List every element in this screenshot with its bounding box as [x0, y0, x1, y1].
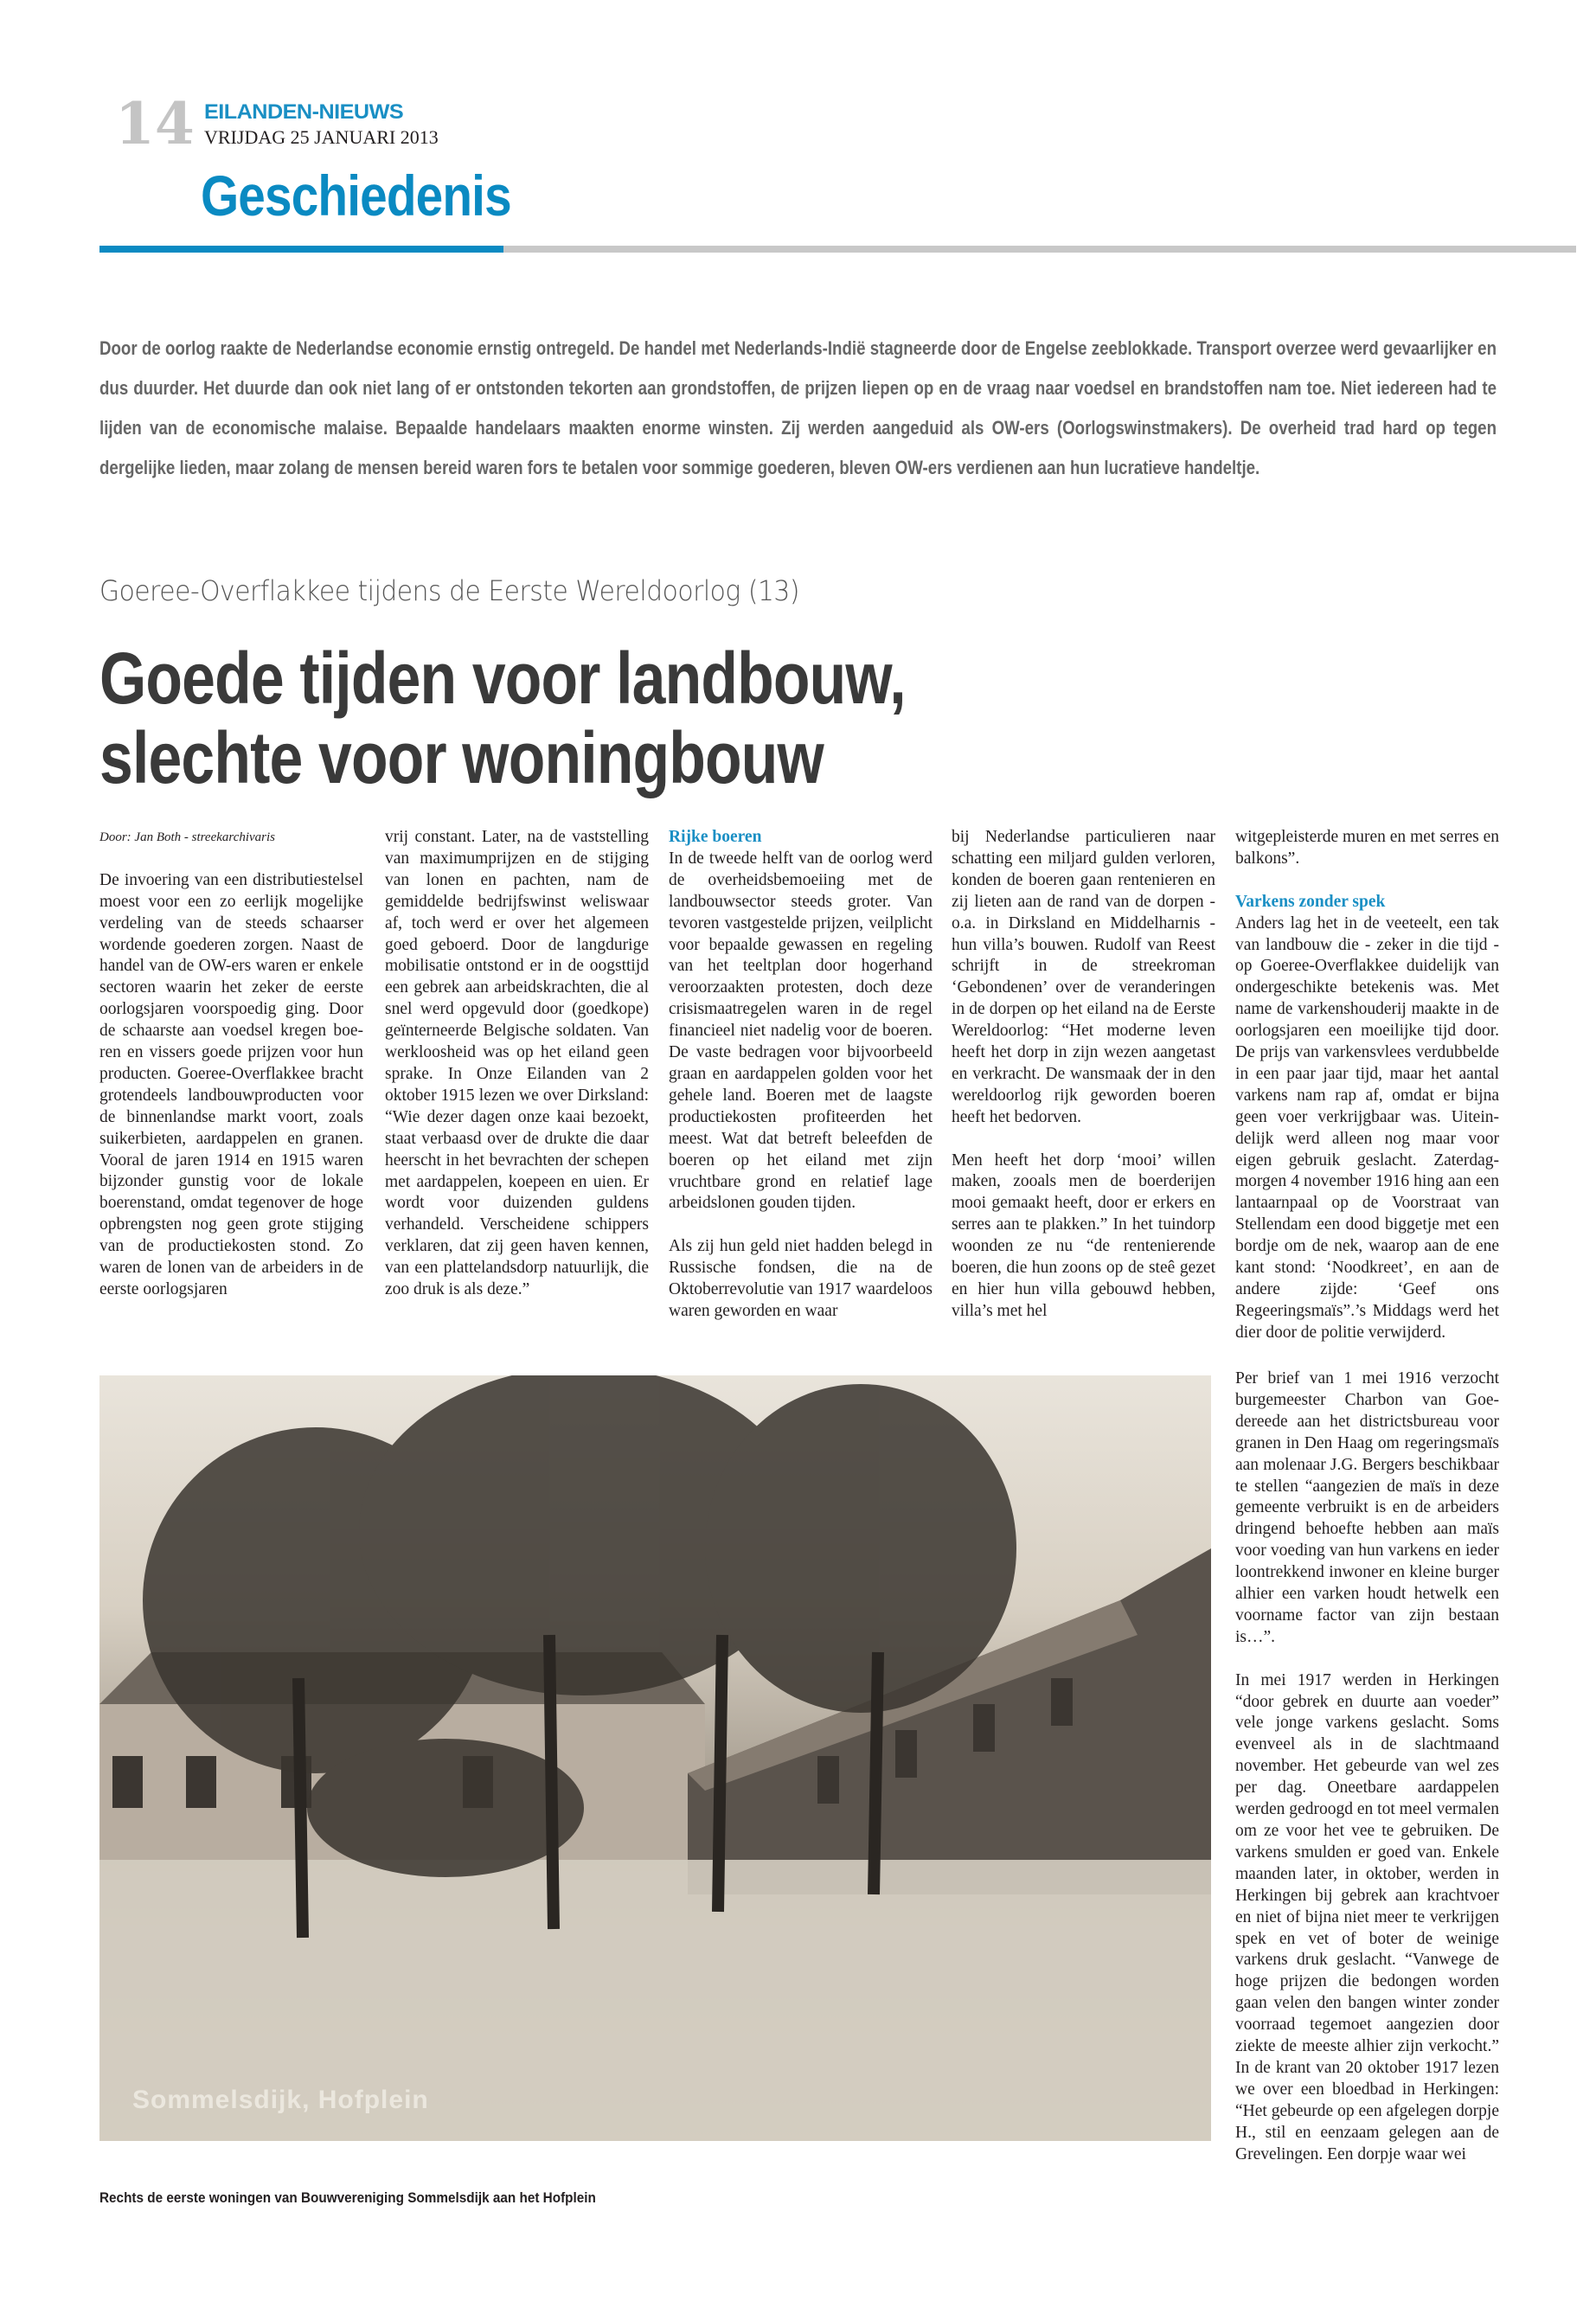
paragraph: De invoering van een distributiestelsel moest voor een zo eerlijk mogelijke verdeling van de steeds schaarser wordende goederen zorgen. Naast de handel van de OW-ers waren er enkele sectoren waarin het zeker de eerste oorlogsjaren voorspoedig ging. Door de schaarste aan voedsel kregen boeren en vissers goede prijzen voor hun producten. Goeree-Overflakkee bracht grotendeels landbouwproducten voor de binnenlandse markt voort, zoals suikerbieten, aardappelen en granen. Vooral de jaren 1914 en 1915 waren bijzonder gunstig voor de lokale boerenstand, omdat tegenover de hoge opbrengsten nog geen grote stijging van de productiekosten stond. Zo waren de lonen van de arbeiders in de eerste oorlogsjaren	[99, 870, 363, 1299]
paragraph: In mei 1917 werden in Herkingen “door gebrek en duurte aan voeder” vele jonge varkens geslacht. Soms evenveel als in de slachtmaand november. Het gebeurde van wel zes per dag. Oneetbare aardappelen werden gedroogd en tot meel vermalen om ze voor het vee te gebruiken. De varkens smulden er goed van. Enkele maanden later, in oktober, werden in Herkingen bij gebrek aan krachtvoer en niet of bijna niet meer te verkrijgen spek en vet of boter de weinige varkens druk geslacht. “Vanwege de hoge prijzen die bedongen worden gaan velen den bangen winter zonder voorraad tegemoet aangezien door ziekte de meeste alhier zijn verkocht.” In de krant van 20 oktober 1917 lezen we over een bloedbad in Herkingen: “Het gebeurde op een afgelegen dorpje H., stil en eenzaam gelegen aan de Grevelingen. Een dorpje waar wei	[1235, 1670, 1499, 2163]
paragraph: witgepleisterde muren en met serres en balkons”.	[1235, 828, 1499, 868]
page-number: 14	[115, 90, 195, 157]
paragraph: bij Nederlandse particulieren naar schatting een miljard gulden verloren, konden de boeren gaan rentenieren en zij lieten aan de rand van de dorpen - o.a. in Dirksland en Middelharnis - hun villa’s bouwen. Rudolf van Reest schrijft in de streekroman ‘Gebondenen’ over de veranderingen in de dorpen op het eiland na de Eerste Wereldoorlog: “Het moderne leven heeft het dorp in zijn wezen aangetast en verkracht. De wansmaak der in den wereldoorlog rijk geworden boeren heeft het bedorven.	[952, 828, 1215, 1126]
headline-line-2: slechte voor woningbouw	[99, 717, 824, 798]
subheading-rijke-boeren: Rijke boeren	[669, 828, 762, 846]
paragraph: vrij constant. Later, na de vaststelling van maximumprijzen en de stijging van lonen en pachten, nam de gemiddelde bedrijfswinst weliswaar af, toch werd er over het algemeen goed geboerd. Door de langdurige mobilisatie ontstond er in de oogsttijd een gebrek aan arbeidskrachten, die al snel werd opgevuld door (goedkope) geïnterneerde Belgische soldaten. Van werkloosheid was op het eiland geen sprake. In Onze Eilanden van 2 oktober 1915 lezen we over Dirksland: “Wie dezer dagen onze kaai bezoekt, staat verbaasd over de drukte die daar heerscht in het bevrachten der schepen met aardappelen, koepeen en uien. Er wordt voor duizenden guldens verhandeld. Verscheidene schippers verklaren, dat zij geen haven kennen, van een plattelandsdorp natuurlijk, die zoo druk is als deze.”	[385, 828, 649, 1299]
byline: Door: Jan Both - streekarchivaris	[99, 830, 276, 844]
historic-photo	[99, 1375, 1211, 2141]
column-4	[952, 827, 1215, 1323]
column-2	[385, 827, 649, 1301]
subheading-varkens-zonder-spek: Varkens zonder spek	[1235, 892, 1386, 911]
paragraph: Anders lag het in de veeteelt, een tak van landbouw die - zeker in die tijd - op Goeree-Overflakkee duidelijk van ondergeschikte betekenis was. Met name de varkenshouderij maakte in de oorlogsjaren een moeilijke tijd door. De prijs van varkensvlees verdubbelde in een paar jaar tijd, maar het aantal varkens nam rap af, omdat er bijna geen voer verkrijgbaar was. Uiteindelijk werd alleen nog maar voor eigen gebruik geslacht. Zaterdagmorgen 4 november 1916 hing aan een lantaarnpaal op de Voorstraat van Stellendam een dood biggetje met een bordje om de nek, waarop aan de ene kant stond: ‘Noodkreet’, en aan de andere zijde: ‘Geef ons Regeeringsmaïs”.’s Middags werd het dier door de politie verwijderd.	[1235, 913, 1499, 1342]
section-title: Geschiedenis	[201, 163, 511, 228]
paragraph: Men heeft het dorp ‘mooi’ willen maken, zooals men de boerderijen mooi gemaakt heeft, door er erkers en serres aan te plakken.” In het tuindorp woonden ze nu “de rentenierende boeren, die hun zoons op de steê gezet en hier hun villa gebouwd hebben, villa’s met hel	[952, 1150, 1215, 1320]
section-rule	[503, 246, 1576, 253]
headline-line-1: Goede tijden voor landbouw,	[99, 638, 906, 719]
column-3	[669, 827, 933, 1323]
column-5	[1235, 827, 1499, 1344]
section-rule-accent	[99, 246, 503, 253]
column-1	[99, 827, 363, 1301]
newspaper-name: EILANDEN-NIEUWS	[204, 100, 404, 124]
article-headline	[99, 638, 1105, 798]
column-5-continued	[1235, 1368, 1499, 2166]
paragraph: Als zij hun geld niet hadden belegd in Russische fondsen, die na de Oktoberrevolutie van 1917 waardeloos waren geworden en waar	[669, 1237, 933, 1320]
paragraph: Per brief van 1 mei 1916 verzocht burgemeester Charbon van Goedereede aan het districtsbureau voor granen in Den Haag om regeringsmaïs aan molenaar J.G. Bergers beschikbaar te stellen “aangezien de maïs in deze gemeente verbruikt is en de arbeiders dringend behoefte hebben aan maïs voor voeding van hun varkens en ieder loontrekkend inwoner en kleine burger alhier een varken houdt hetwelk een voorname factor van zijn bestaan is…”.	[1235, 1369, 1499, 1646]
intro-paragraph: Door de oorlog raakte de Nederlandse economie ernstig ontregeld. De handel met Nederlands-Indië stagneerde door de Engelse zeeblokkade. Transport overzee werd gevaarlijker en dus duurder. Het duurde dan ook niet lang of er ontstonden tekorten aan grondstoffen, de prijzen liepen op en de vraag naar voedsel en brandstoffen nam toe. Niet iedereen had te lijden van de economische malaise. Bepaalde handelaars maakten enorme winsten. Zij werden aangeduid als OW-ers (Oorlogswinstmakers). De overheid trad hard op tegen dergelijke lieden, maar zolang de mensen bereid waren fors te betalen voor sommige goederen, bleven OW-ers verdienen aan hun lucratieve handeltje.	[99, 337, 1497, 478]
paragraph: In de tweede helft van de oorlog werd de overheidsbemoeiing met de landbouwsector steeds groter. Van tevoren vastgestelde prijzen, veilplicht voor bepaalde gewassen en regeling van het teeltplan door hogerhand veroorzaakten protesten, doch deze crisismaatregelen waren in de regel financieel niet nadelig voor de boeren. De vaste bedragen voor bijvoorbeeld graan en aardappelen golden voor het gehele land. Boeren met de laagste productiekosten profiteerden het meest. Wat dat betreft beleefden de boeren op het eiland met zijn vruchtbare grond en relatief lage arbeidslonen gouden tijden.	[669, 849, 933, 1213]
photo-illustration	[99, 1375, 1211, 2141]
photo-caption: Rechts de eerste woningen van Bouwvereniging Sommelsdijk aan het Hofplein	[99, 2189, 596, 2206]
issue-date: VRIJDAG 25 JANUARI 2013	[204, 126, 439, 148]
photo-label: Sommelsdijk, Hofplein	[132, 2086, 429, 2114]
article-kicker: Goeree-Overflakkee tijdens de Eerste Wereldoorlog (13)	[99, 574, 800, 607]
